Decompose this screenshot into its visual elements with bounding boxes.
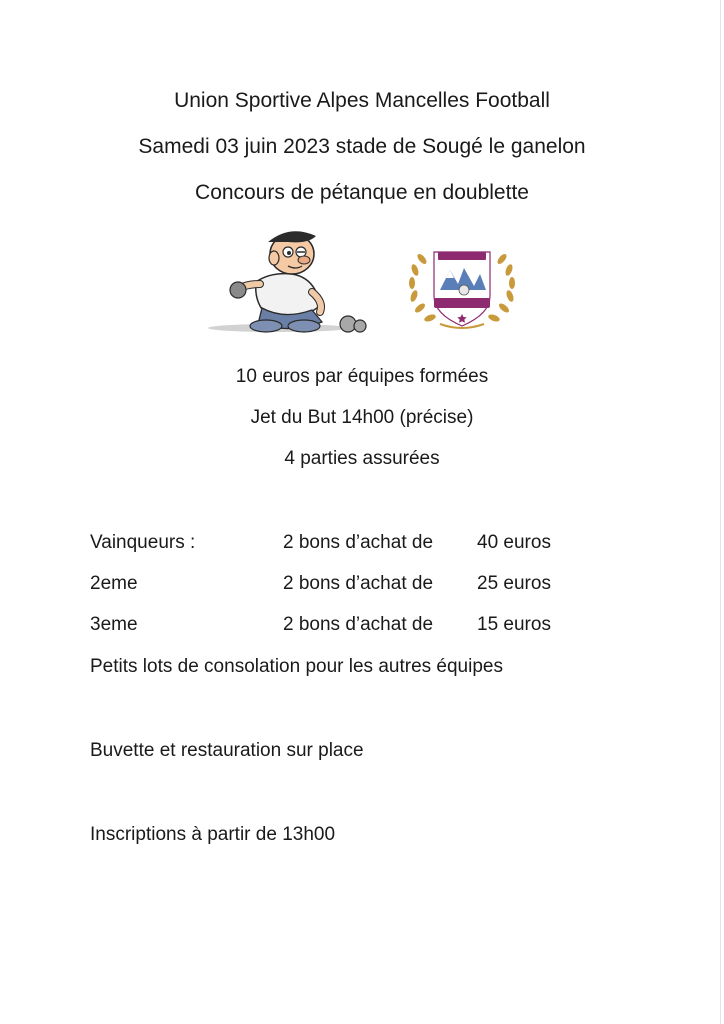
prize-amount: 15 euros — [477, 614, 551, 635]
prize-rank: 2eme — [90, 573, 138, 594]
consolation-note: Petits lots de consolation pour les autres équipes — [90, 656, 503, 677]
prize-rank: 3eme — [90, 614, 138, 635]
prize-row — [90, 571, 650, 597]
start-time: Jet du But 14h00 (précise) — [250, 407, 474, 428]
event-title: Concours de pétanque en doublette — [195, 181, 529, 204]
club-name: Union Sportive Alpes Mancelles Football — [174, 89, 550, 112]
club-logo-emblem — [404, 238, 520, 334]
prize-rank: Vainqueurs : — [90, 532, 196, 553]
registration-note: Inscriptions à partir de 13h00 — [90, 824, 336, 845]
petanque-player-illustration — [208, 222, 368, 340]
buvette-note: Buvette et restauration sur place — [90, 740, 364, 761]
prize-amount: 40 euros — [477, 532, 551, 553]
prize-desc: 2 bons d’achat de — [283, 532, 434, 553]
prize-desc: 2 bons d’achat de — [283, 573, 434, 594]
games-count: 4 parties assurées — [284, 448, 440, 469]
prize-row — [90, 530, 650, 556]
event-date-place: Samedi 03 juin 2023 stade de Sougé le ganelon — [138, 135, 586, 158]
prize-amount: 25 euros — [477, 573, 551, 594]
entry-fee: 10 euros par équipes formées — [235, 366, 489, 387]
prize-desc: 2 bons d’achat de — [283, 614, 434, 635]
club-logo — [404, 238, 520, 334]
prize-row — [90, 612, 650, 638]
